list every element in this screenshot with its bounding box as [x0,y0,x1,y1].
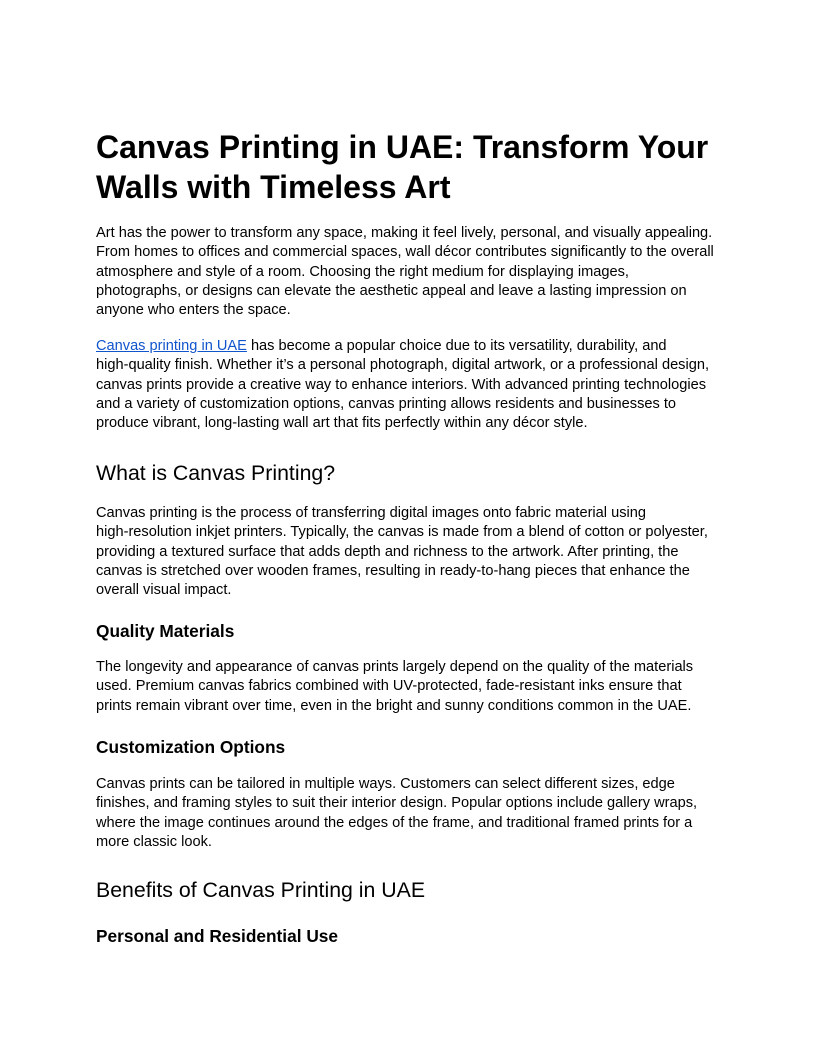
text-line: used. Premium canvas fabrics combined with UV-protected, fade-resistant inks ensure that [96,678,682,695]
what-is-paragraph [96,504,736,600]
intro-paragraph [96,224,736,320]
text-line: produce vibrant, long-lasting wall art that fits perfectly within any décor style. [96,415,588,432]
text-line: prints remain vibrant over time, even in the bright and sunny conditions common in the UAE. [96,697,692,714]
text-line: overall visual impact. [96,582,232,599]
canvas-uae-paragraph [96,337,736,433]
text-line [96,337,736,356]
text-line: and a variety of customization options, canvas printing allows residents and businesses to [96,395,677,412]
text-line: finishes, and framing styles to suit their interior design. Popular options include gallery wraps, [96,795,698,812]
text-line: canvas is stretched over wooden frames, resulting in ready-to-hang pieces that enhance the [96,562,690,579]
text-line: more classic look. [96,833,212,850]
heading-quality-materials: Quality Materials [96,621,235,641]
text-line: where the image continues around the edges of the frame, and traditional framed prints for a [96,814,693,831]
heading-customization-options: Customization Options [96,737,286,757]
text-line: photographs, or designs can elevate the aesthetic appeal and leave a lasting impression on [96,282,687,299]
heading-what-is-canvas-printing: What is Canvas Printing? [96,461,336,485]
customization-paragraph [96,775,736,852]
title-line: Walls with Timeless Art [96,169,451,205]
text-line: Canvas prints can be tailored in multiple ways. Customers can select different sizes, edge [96,776,675,792]
title-line: Canvas Printing in UAE: Transform Your [96,129,709,165]
heading-benefits: Benefits of Canvas Printing in UAE [96,878,426,902]
text-fragment: has become a popular choice due to its versatility, durability, and [246,338,667,354]
text-line: high-resolution inkjet printers. Typically, the canvas is made from a blend of cotton or polyester, [96,524,708,541]
text-line: canvas prints provide a creative way to enhance interiors. With advanced printing technologies [96,376,707,393]
text-line: providing a textured surface that adds depth and richness to the artwork. After printing, the [96,543,679,560]
text-line: The longevity and appearance of canvas prints largely depend on the quality of the materials [96,659,694,675]
page-title [96,127,736,207]
text-line: Canvas printing is the process of transferring digital images onto fabric material using [96,505,646,521]
text-line: high-quality finish. Whether it’s a personal photograph, digital artwork, or a professional design, [96,357,710,374]
text-line: atmosphere and style of a room. Choosing the right medium for displaying images, [96,263,629,280]
canvas-printing-uae-link[interactable]: Canvas printing in UAE [96,338,247,354]
quality-paragraph [96,658,736,716]
text-line: From homes to offices and commercial spaces, wall décor contributes significantly to the overall [96,244,714,261]
heading-personal-residential-use: Personal and Residential Use [96,926,339,946]
text-line: Art has the power to transform any space, making it feel lively, personal, and visually appealing. [96,225,713,241]
text-line: anyone who enters the space. [96,302,291,319]
